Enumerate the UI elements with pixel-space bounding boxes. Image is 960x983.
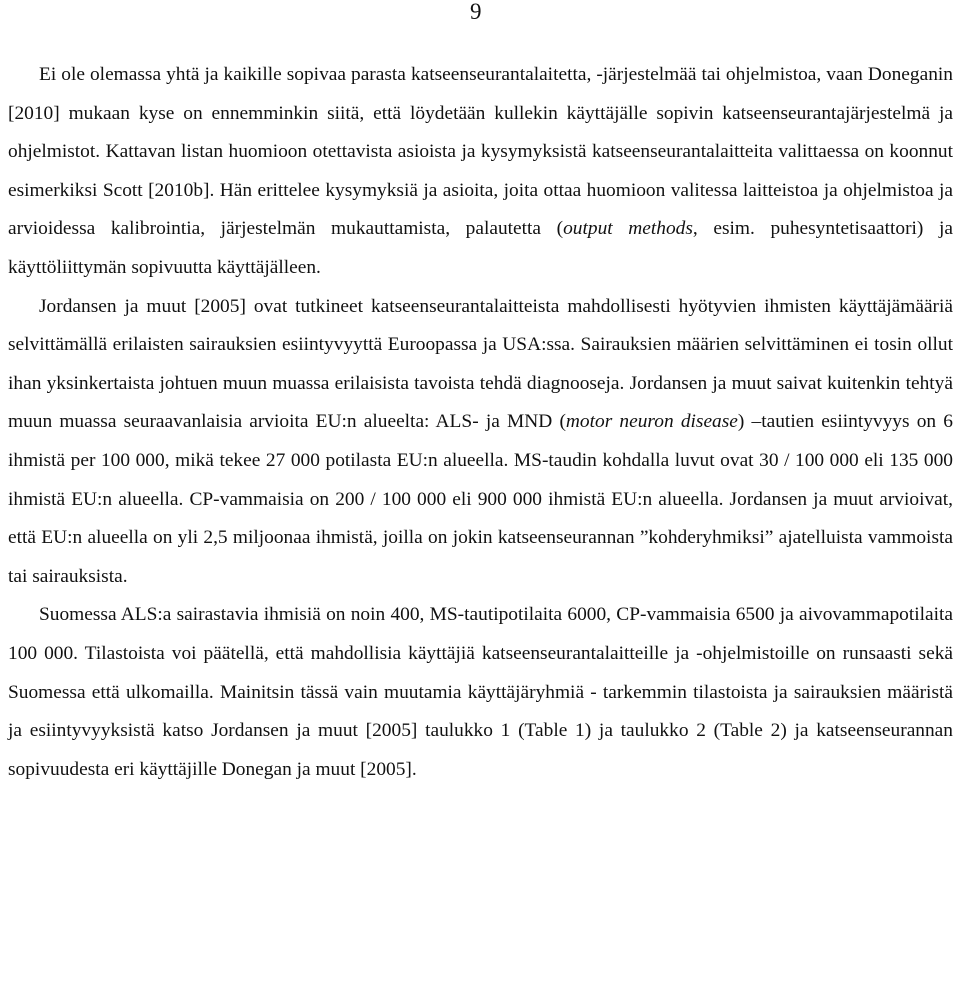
- paragraph-text: Jordansen ja muut [2005] ovat tutkineet katseenseurantalaitteista mahdollisesti hyötyvien ihmisten käyttäjämääriä selvittämällä erilaisten sairauksien esiintyvyyttä Euroopassa ja USA:ssa. Sairauksien määrien selvittäminen ei tosin ollut ihan yksinkertaista johtuen muun muassa erilaisista tavoista tehdä diagnooseja. Jordansen ja muut saivat kuitenkin tehtyä muun muassa seuraavanlaisia arvioita EU:n alueelta: ALS- ja MND (: [8, 295, 953, 433]
- paragraph-text: Ei ole olemassa yhtä ja kaikille sopivaa parasta katseenseurantalaitetta, -järjestelmää tai ohjelmistoa, vaan Doneganin [2010] mukaan kyse on ennemminkin siitä, että löydetään kullekin käyttäjälle sopivin katseenseurantajärjestelmä ja ohjelmistot. Kattavan listan huomioon otettavista asioista ja kysymyksistä katseenseurantalaitteita valittaessa on koonnut esimerkiksi Scott [2010b]. Hän erittelee kysymyksiä ja asioita, joita ottaa huomioon valitessa laitteistoa ja ohjelmistoa ja arvioidessa kalibrointia, järjestelmän mukauttamista, palautetta (: [8, 64, 953, 240]
- paragraph-3: [8, 596, 953, 789]
- paragraph-text: ) –tautien esiintyvyys on 6 ihmistä per 100 000, mikä tekee 27 000 potilasta EU:n alueella. MS-taudin kohdalla luvut ovat 30 / 100 000 eli 135 000 ihmistä EU:n alueella. CP-vammaisia on 200 / 100 000 eli 900 000 ihmistä EU:n alueella. Jordansen ja muut arvioivat, että EU:n alueella on yli 2,5 miljoonaa ihmistä, joilla on jokin katseenseurannan ”kohderyhmiksi” ajatelluista vammoista tai sairauksista.: [8, 411, 953, 587]
- paragraph-text: , esim. puhesyntetisaattori) ja käyttöliittymän sopivuutta käyttäjälleen.: [8, 218, 953, 278]
- italic-term: output methods: [563, 218, 693, 240]
- page-number: 9: [470, 0, 482, 24]
- paragraph-2: [8, 288, 953, 597]
- italic-term: motor neuron disease: [565, 411, 738, 433]
- paragraph-text: Suomessa ALS:a sairastavia ihmisiä on noin 400, MS-tautipotilaita 6000, CP-vammaisia 6500 ja aivovammapotilaita 100 000. Tilastoista voi päätellä, että mahdollisia käyttäjiä katseenseurantalaitteille ja -ohjelmistoille on runsaasti sekä Suomessa että ulkomailla. Mainitsin tässä vain muutamia käyttäjäryhmiä - tarkemmin tilastoista ja sairauksien määristä ja esiintyvyyksistä katso Jordansen ja muut [2005] taulukko 1 (Table 1) ja taulukko 2 (Table 2) ja katseenseurannan sopivuudesta eri käyttäjille Donegan ja muut [2005].: [8, 604, 953, 780]
- document-body: [8, 56, 953, 789]
- paragraph-1: [8, 56, 953, 288]
